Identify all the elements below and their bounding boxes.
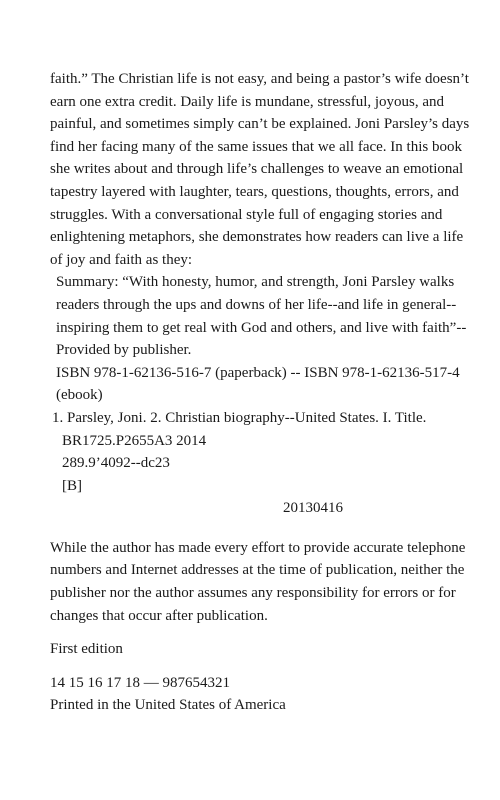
book-description-paragraph: faith.” The Christian life is not easy, and being a pastor’s wife doesn’t earn one extra credit. Daily life is mundane, stressful, joyous, and painful, and sometimes simply can’t be explained. Joni Parsley’s days find her facing many of the same issues that we all face. In this book she writes about and through life’s challenges to weave an emotional tapestry layered with laughter, tears, questions, thoughts, errors, and struggles. With a conversational style full of engaging stories and enlightening metaphors, she demonstrates how readers can live a life of joy and faith as they:: [50, 71, 470, 268]
cip-date: 20130416: [283, 500, 343, 517]
printed-in-line: Printed in the United States of America: [50, 697, 286, 714]
edition-line: First edition: [50, 641, 123, 658]
cip-dewey: 289.9’4092--dc23: [62, 455, 170, 472]
cip-call-number: BR1725.P2655A3 2014: [62, 432, 207, 449]
cip-subjects: 1. Parsley, Joni. 2. Christian biography--United States. I. Title.: [52, 409, 427, 426]
cip-isbn: ISBN 978-1-62136-516-7 (paperback) -- ISBN 978-1-62136-517-4 (ebook): [56, 364, 460, 404]
copyright-page: [50, 68, 470, 717]
disclaimer-paragraph: While the author has made every effort to provide accurate telephone numbers and Internet addresses at the time of publication, neither the publisher nor the author assumes any responsibility for errors or for changes that occur after publication.: [50, 539, 466, 624]
printing-line: 14 15 16 17 18 — 987654321: [50, 674, 230, 691]
cip-summary: Summary: “With honesty, humor, and strength, Joni Parsley walks readers through the ups and downs of her life--and life in general--inspiring them to get real with God and others, and live with faith”-- Provided by publisher.: [56, 274, 467, 359]
cip-bracket-code: [B]: [62, 477, 82, 494]
